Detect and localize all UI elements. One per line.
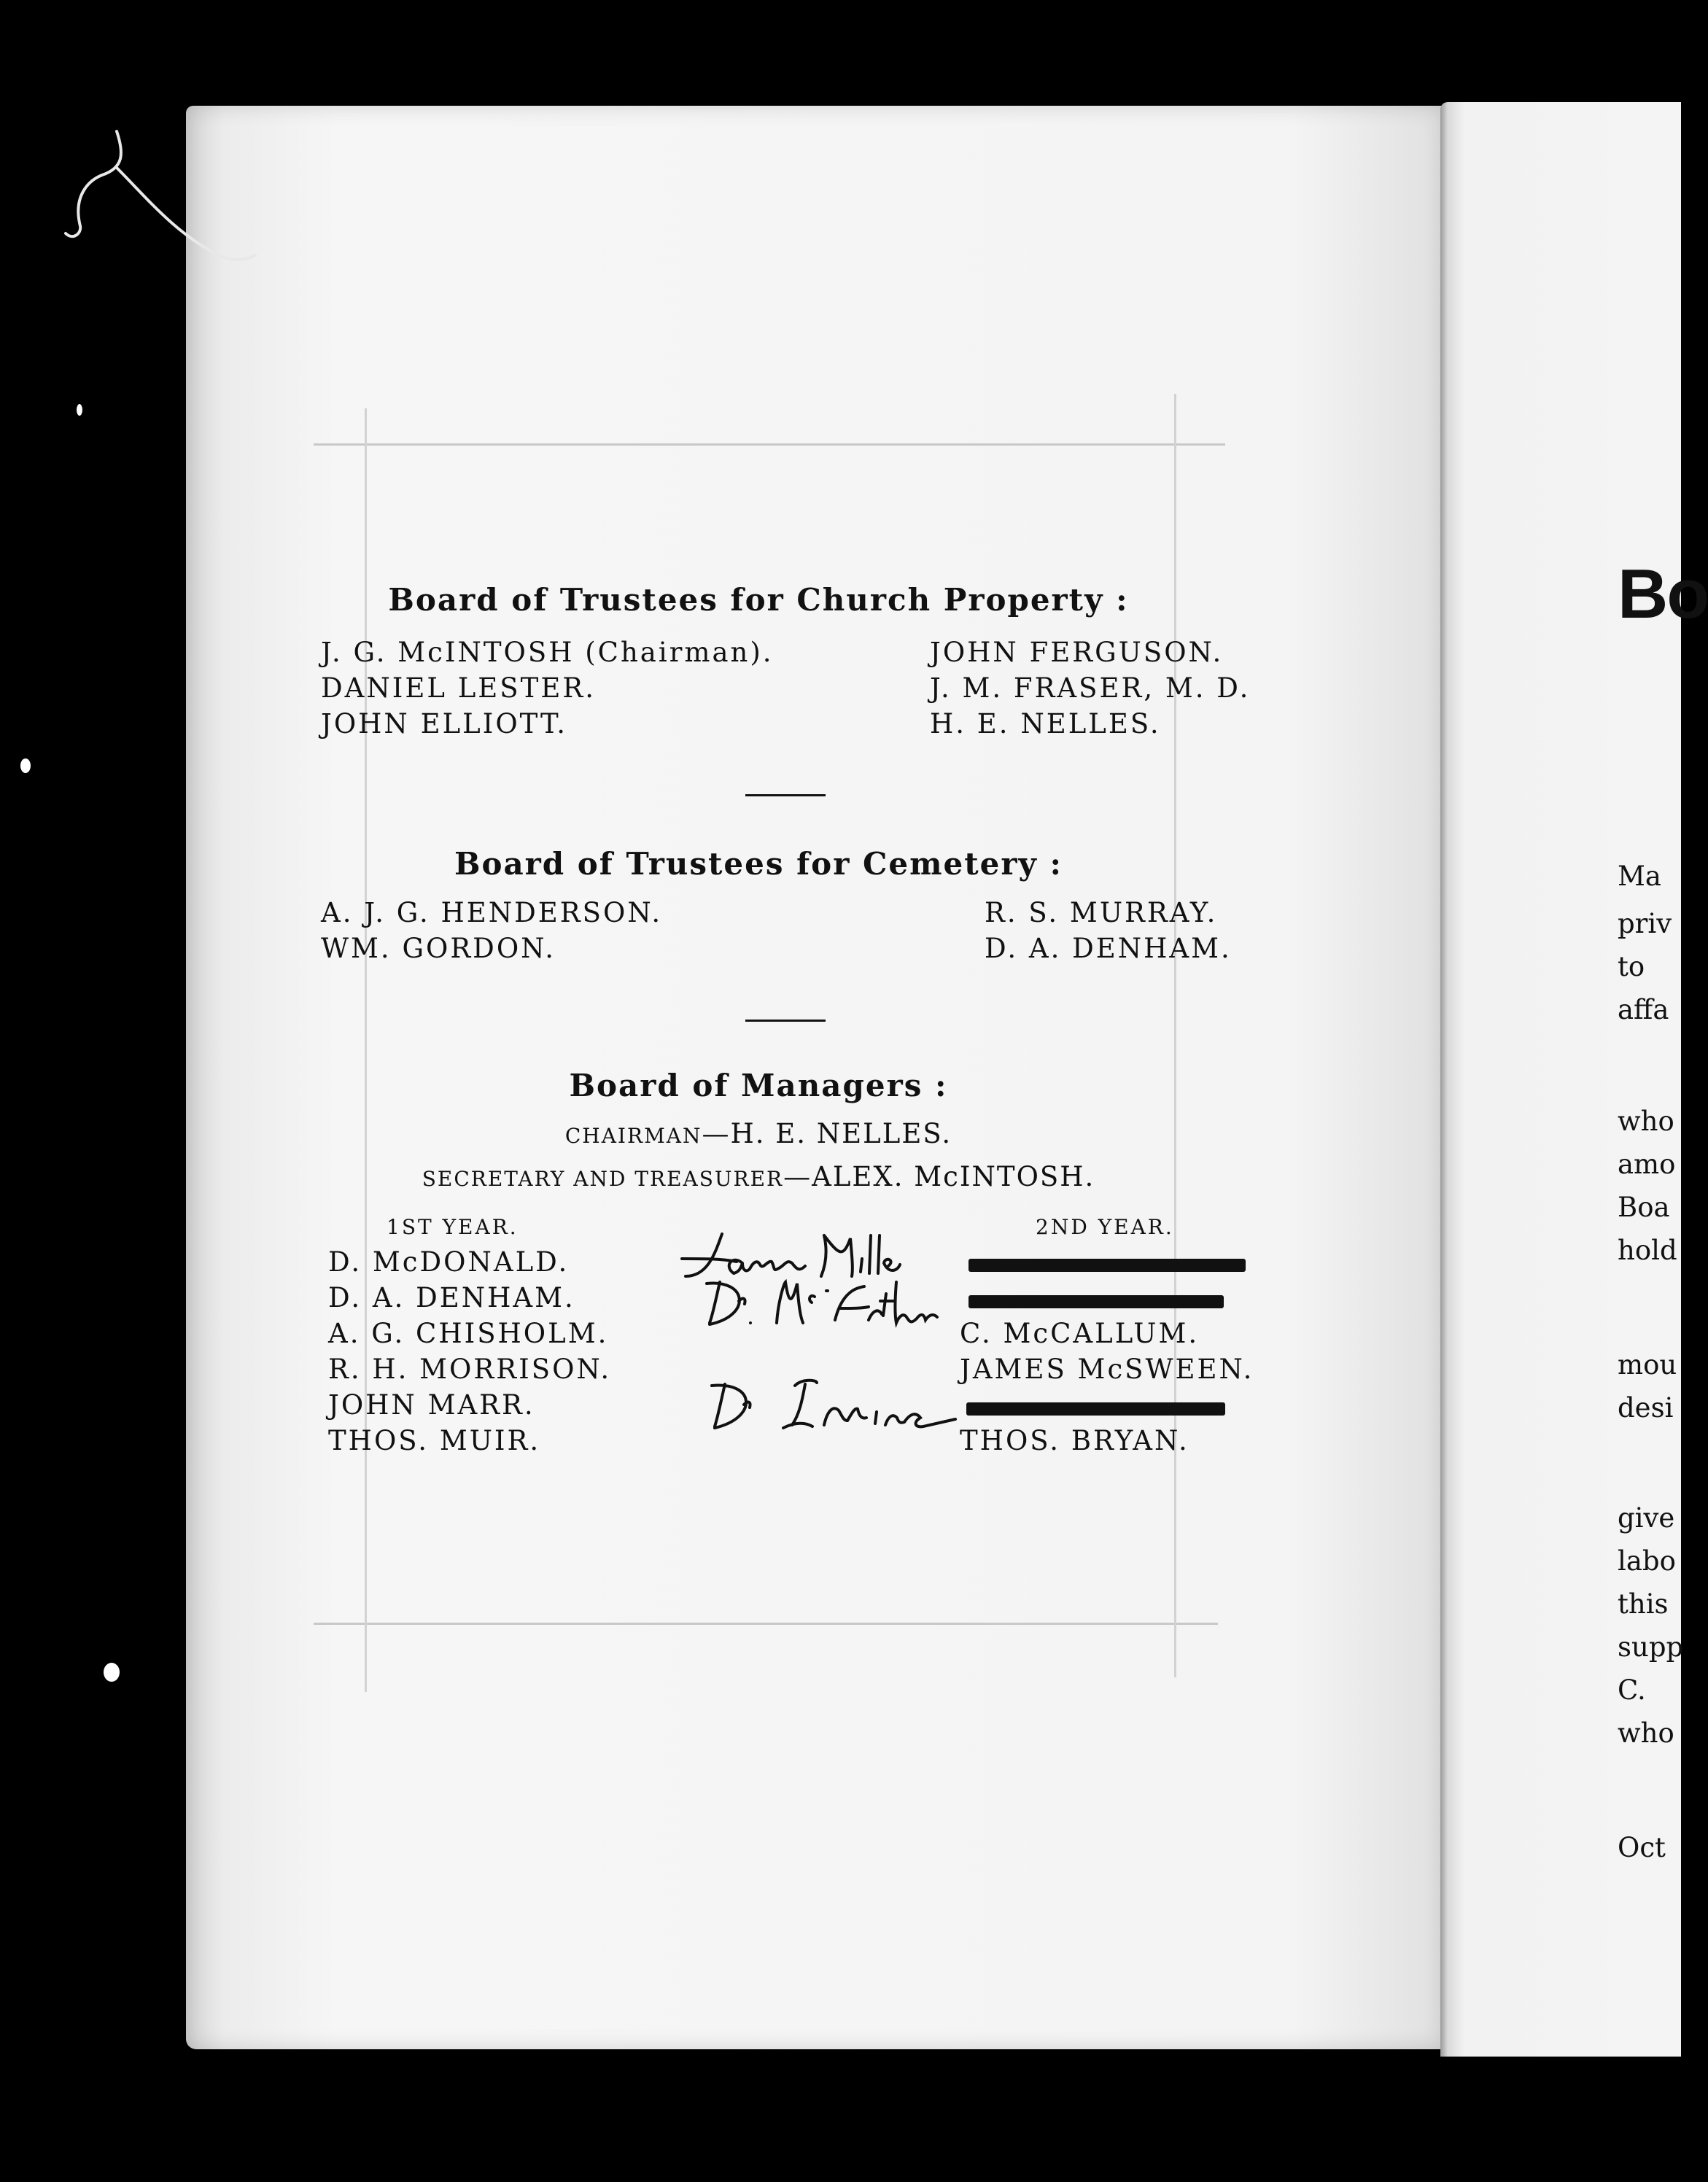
- manager-second-year-name: THOS. BRYAN.: [960, 1425, 1189, 1456]
- cemetery-trustee-name: R. S. MURRAY.: [985, 897, 1218, 928]
- right-page-text-fragment: Ma: [1618, 861, 1661, 892]
- church-trustee-name: JOHN ELLIOTT.: [321, 708, 568, 739]
- speck-artifact: [77, 404, 82, 416]
- right-page-text-fragment: give: [1618, 1502, 1675, 1534]
- manager-first-year-name: THOS. MUIR.: [328, 1425, 541, 1456]
- speck-artifact: [20, 758, 31, 773]
- cemetery-trustee-name: A. J. G. HENDERSON.: [321, 897, 663, 928]
- bleed-through-line: [314, 443, 1225, 446]
- section-divider: [745, 794, 826, 796]
- right-page-text-fragment: who: [1618, 1717, 1674, 1749]
- speck-artifact: [104, 1663, 120, 1682]
- struck-out-name: [966, 1402, 1225, 1416]
- bleed-through-line: [314, 1623, 1218, 1625]
- cemetery-trustee-name: D. A. DENHAM.: [985, 933, 1232, 964]
- managers-heading: Board of Managers :: [569, 1068, 948, 1103]
- chairman-label: CHAIRMAN: [564, 1124, 702, 1148]
- right-page-heading-fragment: Bo: [1618, 555, 1708, 633]
- manager-first-year-name: A. G. CHISHOLM.: [328, 1318, 609, 1349]
- right-page-text-fragment: labo: [1618, 1545, 1676, 1577]
- right-page-text-fragment: Oct: [1618, 1832, 1666, 1863]
- manager-first-year-name: D. McDONALD.: [328, 1246, 570, 1278]
- struck-out-name: [968, 1295, 1224, 1308]
- right-page-text-fragment: who: [1618, 1106, 1674, 1137]
- church-trustees-heading: Board of Trustees for Church Property :: [388, 582, 1129, 618]
- manager-second-year-name: C. McCALLUM.: [960, 1318, 1200, 1349]
- manager-first-year-name: JOHN MARR.: [328, 1389, 535, 1421]
- right-page-text-fragment: mou: [1618, 1349, 1677, 1381]
- manager-second-year-name: JAMES McSWEEN.: [960, 1354, 1254, 1385]
- section-divider: [745, 1020, 826, 1022]
- right-page-text-fragment: this: [1618, 1588, 1669, 1620]
- church-trustee-name: J. M. FRASER, M. D.: [930, 672, 1251, 704]
- struck-out-name: [968, 1259, 1246, 1272]
- cemetery-trustee-name: WM. GORDON.: [321, 933, 556, 964]
- second-year-label: 2ND YEAR.: [1036, 1215, 1174, 1239]
- church-trustee-name: J. G. McINTOSH (Chairman).: [321, 637, 774, 668]
- first-year-label: 1ST YEAR.: [387, 1215, 519, 1239]
- right-page-text-fragment: Boa: [1618, 1192, 1670, 1223]
- cemetery-trustees-heading: Board of Trustees for Cemetery :: [454, 846, 1063, 882]
- right-page-text-fragment: desi: [1618, 1392, 1674, 1424]
- church-trustee-name: JOHN FERGUSON.: [930, 637, 1224, 668]
- secretary-label: SECRETARY AND TREASURER: [422, 1167, 784, 1191]
- right-page-text-fragment: priv: [1618, 908, 1672, 939]
- right-page-text-fragment: supp: [1618, 1631, 1684, 1663]
- chairman-line: [321, 1118, 1196, 1149]
- right-page-text-fragment: hold: [1618, 1235, 1677, 1266]
- right-page-text-fragment: C.: [1618, 1674, 1646, 1706]
- right-page-text-fragment: affa: [1618, 994, 1669, 1025]
- right-page: [1440, 102, 1684, 2057]
- church-trustee-name: DANIEL LESTER.: [321, 672, 596, 704]
- manager-first-year-name: R. H. MORRISON.: [328, 1354, 612, 1385]
- church-trustee-name: H. E. NELLES.: [930, 708, 1161, 739]
- right-page-text-fragment: to: [1618, 951, 1645, 982]
- manager-first-year-name: D. A. DENHAM.: [328, 1282, 575, 1313]
- chairman-name: —H. E. NELLES.: [702, 1118, 952, 1149]
- secretary-line: [321, 1161, 1196, 1192]
- right-page-text-fragment: amo: [1618, 1149, 1676, 1180]
- secretary-name: —ALEX. McINTOSH.: [783, 1161, 1095, 1192]
